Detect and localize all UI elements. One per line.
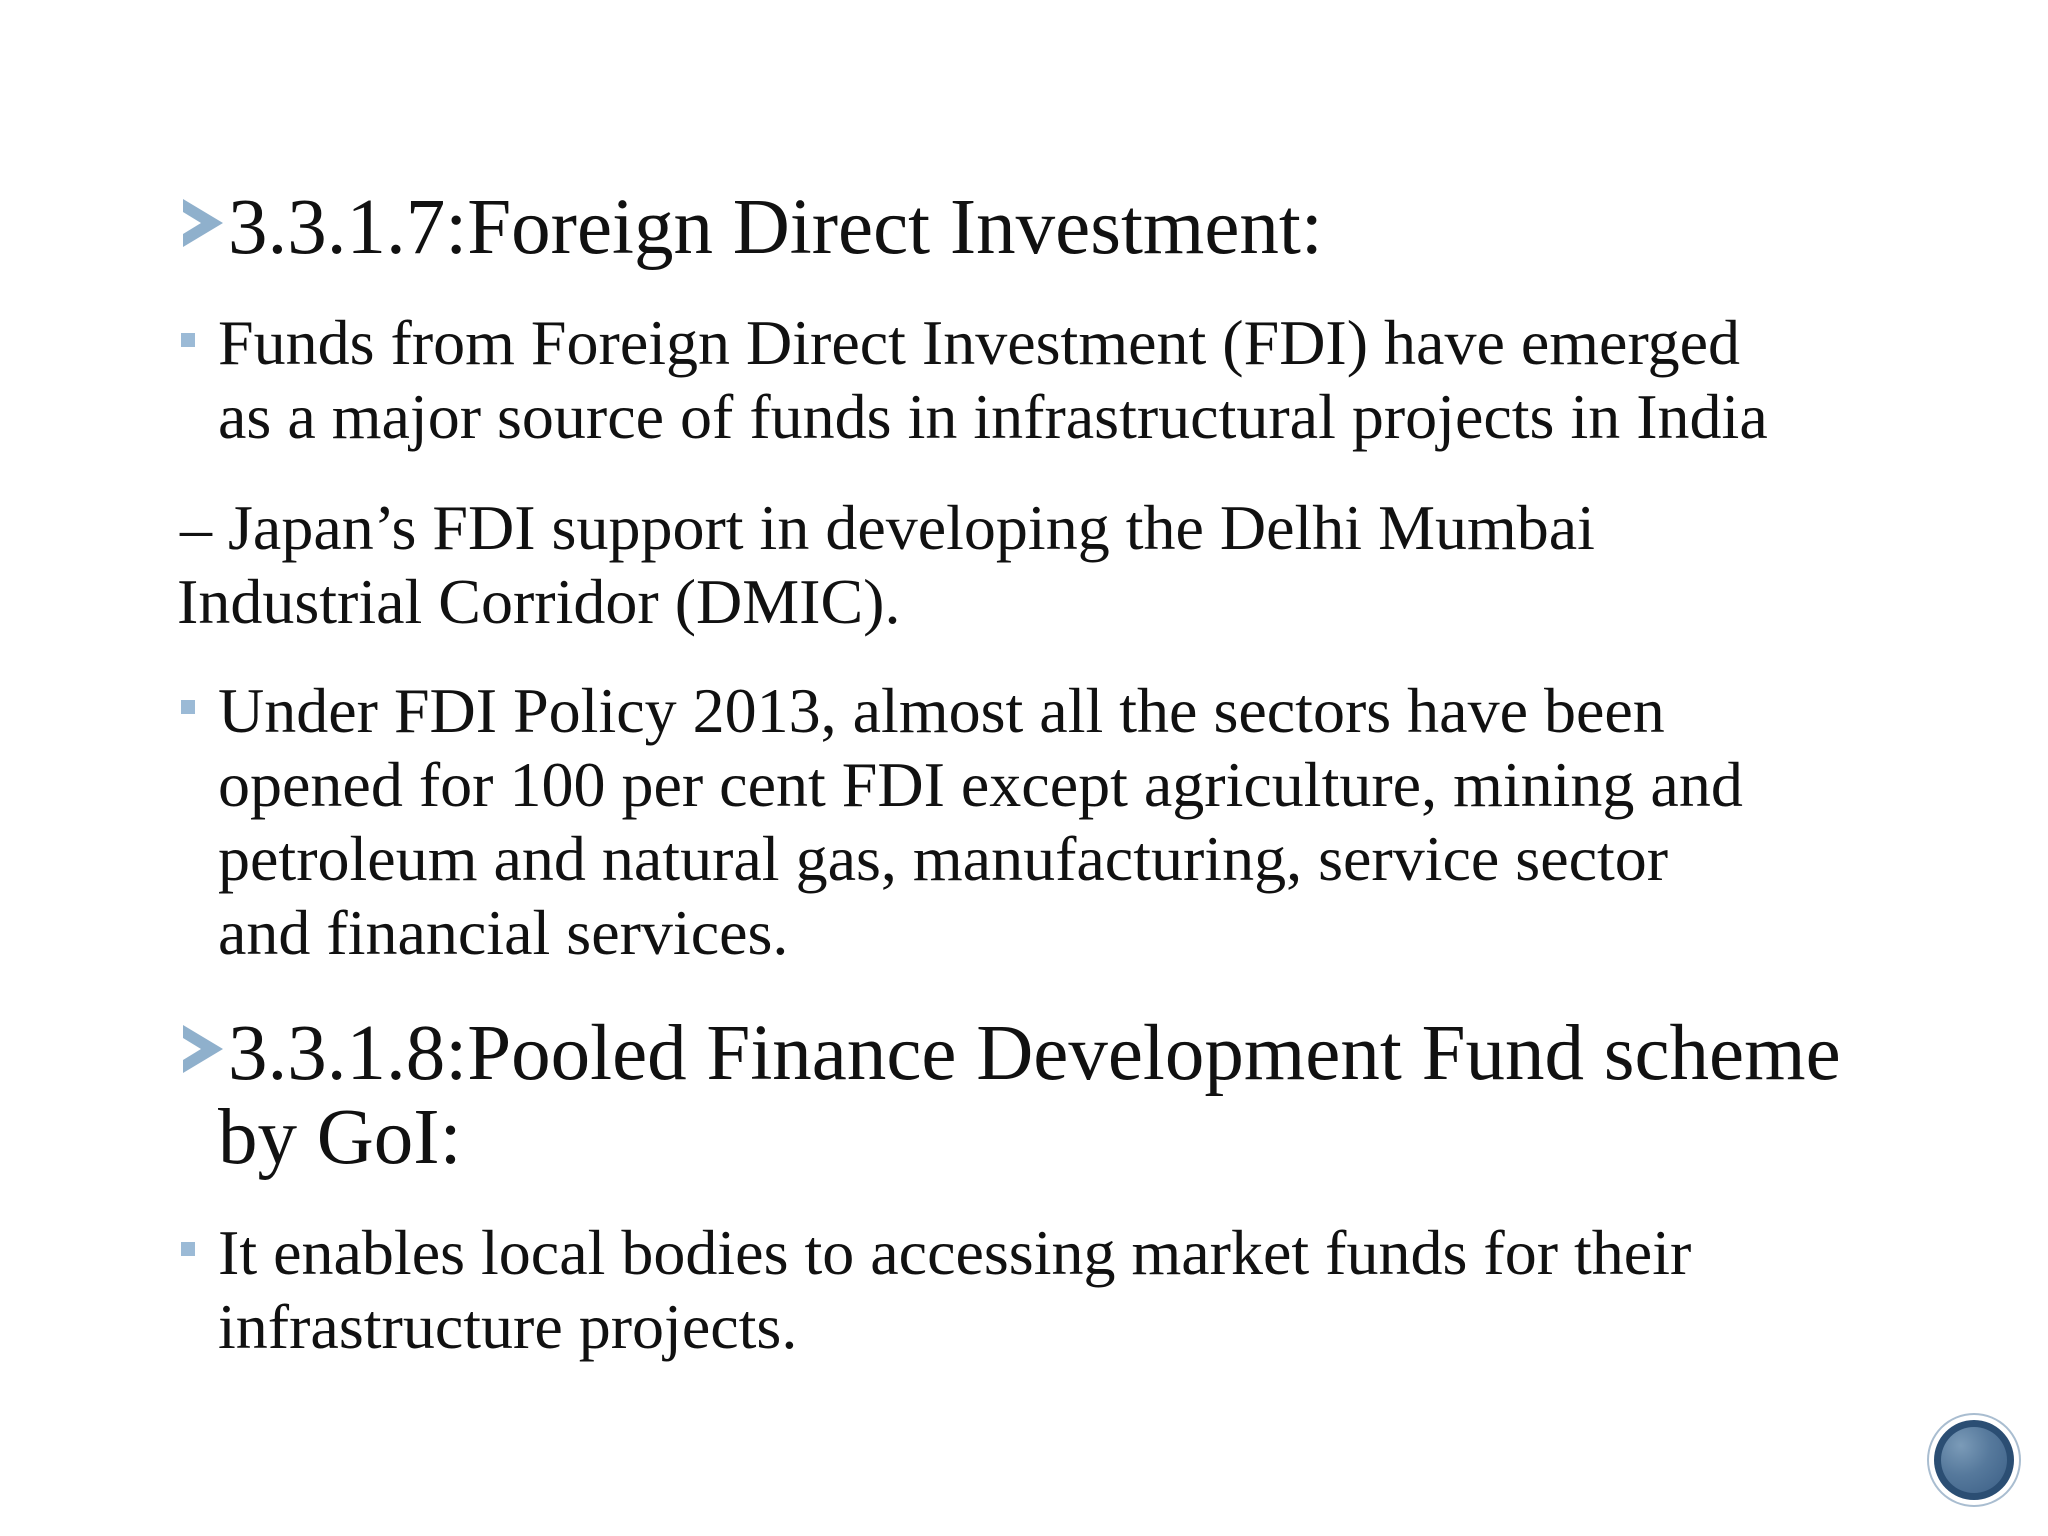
heading-arrow-icon [183,199,223,247]
bullet-square-icon [181,700,195,714]
navigation-button-ring [1934,1420,2014,1500]
section-heading-foreign-direct-investment: 3.3.1.7:Foreign Direct Investment: [228,184,1323,271]
bullet-fdi-policy-line-1: Under FDI Policy 2013, almost all the sectors have been [218,675,1665,746]
bullet-fdi-funds-line-1: Funds from Foreign Direct Investment (FDI) have emerged [218,307,1740,378]
slide-navigation-button[interactable] [1929,1415,2019,1505]
section-heading-pooled-finance-line-1: 3.3.1.8:Pooled Finance Development Fund scheme [228,1010,1841,1097]
bullet-square-icon [181,1242,195,1256]
heading-arrow-icon [183,1025,223,1073]
bullet-fdi-policy-line-3: petroleum and natural gas, manufacturing, service sector [218,823,1669,894]
bullet-local-bodies-line-1: It enables local bodies to accessing market funds for their [218,1217,1692,1288]
bullet-fdi-policy-line-2: opened for 100 per cent FDI except agriculture, mining and [218,749,1743,820]
bullet-fdi-policy-line-4: and financial services. [218,897,789,968]
bullet-fdi-funds-line-2: as a major source of funds in infrastructural projects in India [218,381,1768,452]
bullet-square-icon [181,333,195,347]
bullet-local-bodies-line-2: infrastructure projects. [218,1291,798,1362]
navigation-button-icon [1941,1427,2007,1493]
dmic-example-line-1: – Japan’s FDI support in developing the Delhi Mumbai [180,492,1595,563]
dmic-example-line-2: Industrial Corridor (DMIC). [177,566,901,637]
section-heading-pooled-finance-line-2: by GoI: [218,1094,462,1181]
